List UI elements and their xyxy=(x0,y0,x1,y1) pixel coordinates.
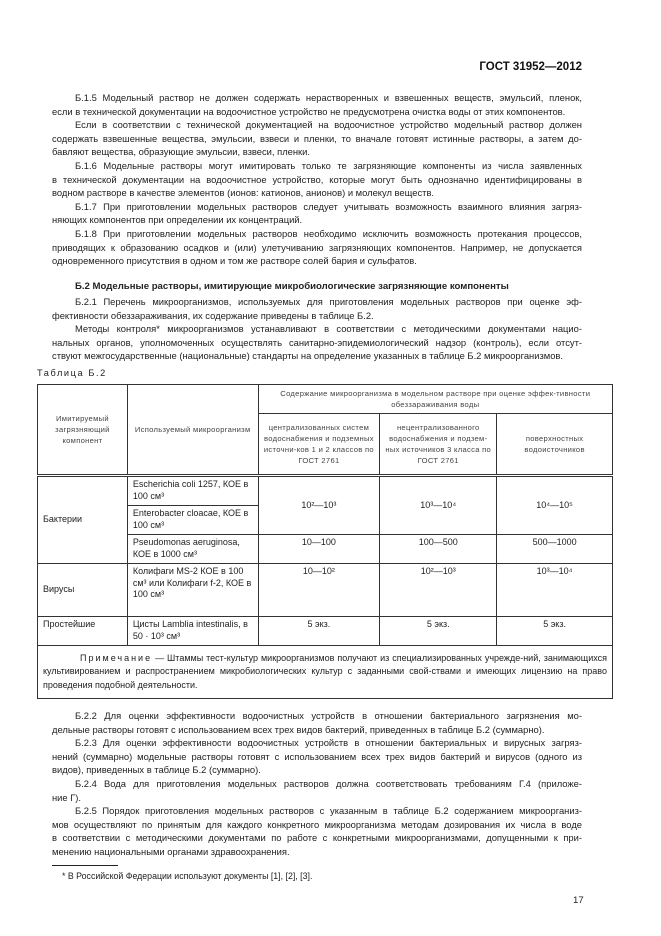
paragraph-line: няющих компонентов при определении их концентраций. xyxy=(52,214,303,226)
organism-cell: Цисты Lamblia intestinalis, в 50 · 10³ см³ xyxy=(127,617,258,646)
paragraph-line: Б.2.5 Порядок приготовления модельных растворов с указанным в таблице Б.2 содержанием микроорганиз- xyxy=(75,805,582,817)
value-cell: 10⁴—10⁵ xyxy=(497,476,613,535)
table-note xyxy=(38,646,613,699)
paragraph-line: Б.2.3 Для оценки эффективности водоочистных устройств в отношении бактериальных и вирусных загряз- xyxy=(75,737,582,749)
component-cell: Вирусы xyxy=(38,564,128,617)
table-caption: Таблица Б.2 xyxy=(37,368,107,378)
table-b2 xyxy=(37,384,613,699)
value-cell: 100—500 xyxy=(380,535,497,564)
paragraph-line: одновременного присутствия в одном и том же растворе солей бария и сульфатов. xyxy=(52,255,417,267)
section-b2-continued xyxy=(52,709,582,859)
paragraph-line: менению национальными органами здравоохранения. xyxy=(52,845,290,857)
note-label: Примечание xyxy=(80,653,153,663)
organism-cell: Pseudomonas aeruginosa, КОЕ в 1000 см³ xyxy=(127,535,258,564)
footnote: * В Российской Федерации используют документы [1], [2], [3]. xyxy=(62,871,313,881)
value-cell: 10—10² xyxy=(258,564,380,617)
organism-cell: Enterobacter cloacae, КОЕ в 100 см³ xyxy=(127,506,258,535)
value-cell: 10³—10⁴ xyxy=(497,564,613,617)
paragraph-line: в соответствии с методическими документами по работе с конкретными микроорганизмами, допущенными к при- xyxy=(52,832,582,844)
value-cell: 10²—10³ xyxy=(258,476,380,535)
value-cell: 10—100 xyxy=(258,535,380,564)
table-row xyxy=(38,564,613,617)
table-note-row xyxy=(38,646,613,699)
value-cell: 10³—10⁴ xyxy=(380,476,497,535)
header-content-group: Содержание микроорганизма в модельном растворе при оценке эффек-тивности обеззараживания воды xyxy=(258,385,612,414)
paragraph-line: в технической документации на водоочистное устройство, которые могут быть однозначно идентифицированы в xyxy=(52,173,582,185)
paragraph-line: Б.2.2 Для оценки эффективности водоочистных устройств в отношении бактериального загрязнения мо- xyxy=(75,710,582,721)
value-cell: 500—1000 xyxy=(497,535,613,564)
paragraph-line: если в технической документации на водоочистное устройство не предусмотрена очистка воды от этих компонентов. xyxy=(52,105,566,117)
paragraph-line: приводящих к образованию осадков и (или) улетучиванию загрязняющих компонентов. Например, не допускается xyxy=(52,241,582,253)
header-surface: поверхностных водоисточников xyxy=(497,414,613,476)
value-cell: 5 экз. xyxy=(258,617,380,646)
paragraph-line: дельные растворы готовят с использованием всех трех видов бактерий, приведенных в таблице Б.2 (суммарно). xyxy=(52,723,545,735)
paragraph-line: Если в соответствии с технической документацией на водоочистное устройство модельный раствор должен xyxy=(75,119,582,131)
organism-cell: Escherichia coli 1257, КОЕ в 100 см³ xyxy=(127,476,258,506)
paragraph-line: фективности обеззараживания, их содержание приведены в таблице Б.2. xyxy=(52,309,374,321)
organism-cell: Колифаги MS-2 КОЕ в 100 см³ или Колифаги f-2, КОЕ в 100 см³ xyxy=(127,564,258,617)
paragraph-line: Б.1.6 Модельные растворы могут имитировать только те загрязняющие компоненты из числа заявленных xyxy=(75,159,582,171)
paragraph-line: содержать взвешенные вещества, эмульсии, взвеси и пленки, то вначале готовят истинные растворы, а затем до- xyxy=(52,132,582,144)
paragraph-line: Б.2.4 Вода для приготовления модельных растворов должна соответствовать требованиям Г.4 (приложе- xyxy=(75,777,582,789)
paragraph-line: Б.2.1 Перечень микроорганизмов, используемых для приготовления модельных растворов при оценке эф- xyxy=(75,296,582,307)
value-cell: 5 экз. xyxy=(380,617,497,646)
component-cell: Простейшие xyxy=(38,617,128,646)
paragraph-line: нений (суммарно) модельные растворы готовят с использованием всех трех видов бактерий и вирусов (одного из xyxy=(52,750,582,762)
table-row xyxy=(38,476,613,506)
section-b2-title: Б.2 Модельные растворы, имитирующие микробиологические загрязняющие компоненты xyxy=(75,281,509,292)
footnote-divider xyxy=(52,865,118,866)
section-b1-text xyxy=(52,91,582,268)
paragraph-line: бавляют вещества, образующие эмульсии, взвеси, пленки. xyxy=(52,146,310,158)
paragraph-line: Б.1.7 При приготовлении модельных растворов следует учитывать возможность взаимного влияния загряз- xyxy=(75,200,582,212)
paragraph-line: Б.1.8 При приготовлении модельных растворов необходимо исключить возможность протекания процессов, xyxy=(75,227,582,239)
paragraph-line: ние Г). xyxy=(52,791,82,803)
paragraph-line: Б.1.5 Модельный раствор не должен содержать нерастворенных и взвешенных веществ, эмульсий, пленок, xyxy=(75,92,582,103)
paragraph-line: нальных органов, уполномоченных осуществлять санитарно-эпидемиологический надзор (контроль), если отсут- xyxy=(52,336,582,348)
section-b2-intro xyxy=(52,295,582,363)
header-component: Имитируемый загрязняющий компонент xyxy=(38,385,128,476)
document-header-id: ГОСТ 31952—2012 xyxy=(479,61,582,73)
header-organism: Используемый микроорганизм xyxy=(127,385,258,476)
paragraph-line: ствуют межгосударственные (национальные) стандарты на определение указанных в таблице Б.2 микроорганизмов. xyxy=(52,350,564,362)
value-cell: 10²—10³ xyxy=(380,564,497,617)
paragraph-line: Методы контроля* микроорганизмов устанавливают в соответствии с методическими документами нацио- xyxy=(75,323,582,335)
component-cell: Бактерии xyxy=(38,476,128,564)
page-number: 17 xyxy=(573,895,584,906)
value-cell: 5 экз. xyxy=(497,617,613,646)
header-noncentral: нецентрализованного водоснабжения и подзем-ных источников 3 класса по ГОСТ 2761 xyxy=(380,414,497,476)
paragraph-line: водном растворе в качестве элементов (ионов: катионов, анионов) и молекул веществ. xyxy=(52,187,435,199)
paragraph-line: мов осуществляют по принятым для каждого конкретного микроорганизма методам дозирования их числа в воде xyxy=(52,818,582,830)
table-row xyxy=(38,617,613,646)
header-central: централизованных систем водоснабжения и подземных источни-ков 1 и 2 классов по ГОСТ 2761 xyxy=(258,414,380,476)
note-text: — Штаммы тест-культур микроорганизмов получают из специализированных учрежде-ний, занимающихся культивированием и распространением микробиологических культур с заданными свой-ствами и имеющих лицензию на право проведения подобной деятельности. xyxy=(43,653,607,690)
paragraph-line: видов), приведенных в таблице Б.2 (суммарно). xyxy=(52,764,261,776)
